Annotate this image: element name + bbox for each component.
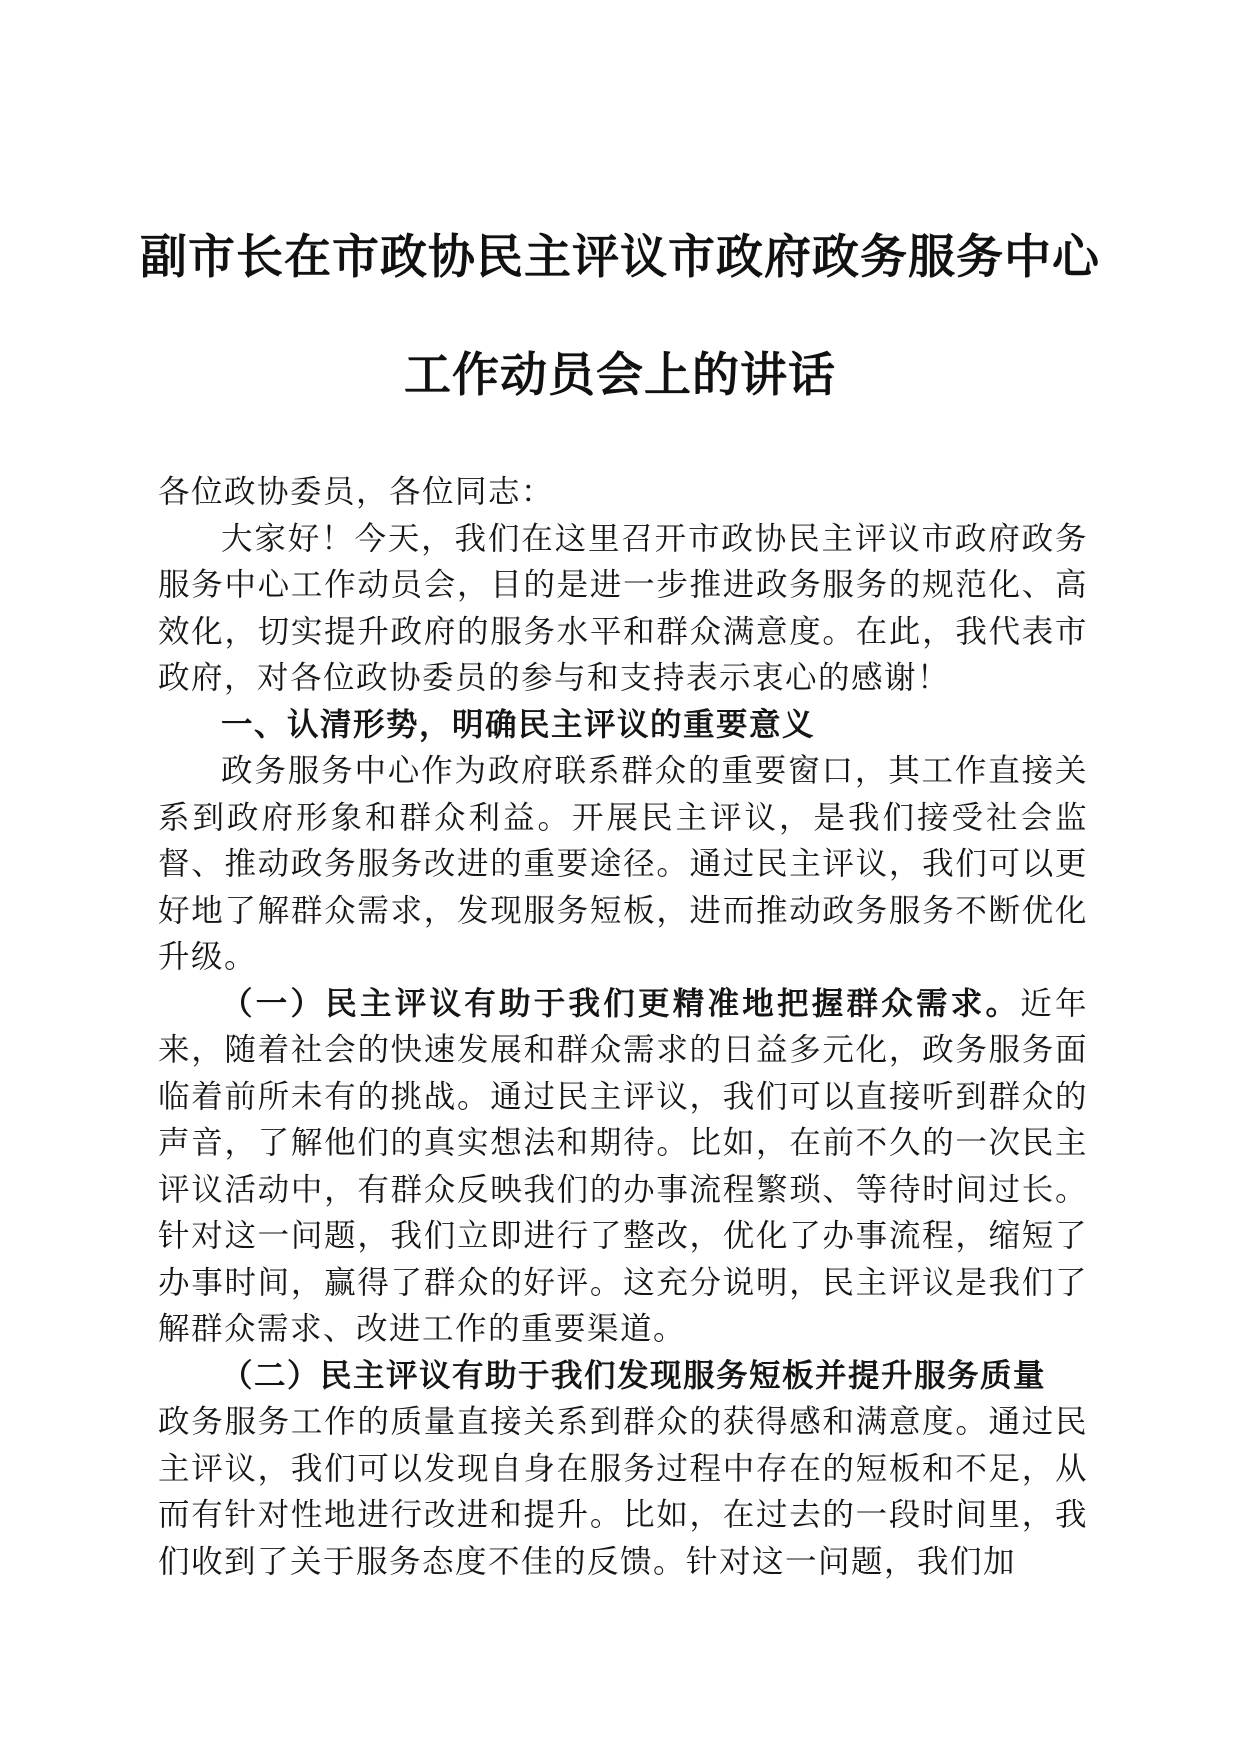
document-title-line-1: 副市长在市政协民主评议市政府政务服务中心	[140, 230, 1100, 285]
document-title-line-2: 工作动员会上的讲话	[404, 348, 836, 403]
point-2-heading-paragraph	[158, 1353, 1088, 1400]
salutation: 各位政协委员，各位同志：	[158, 474, 555, 510]
section-heading-1: 一、认清形势，明确民主评议的重要意义	[221, 706, 816, 743]
point-1-text: 近年来，随着社会的快速发展和群众需求的日益多元化，政务服务面临着前所未有的挑战。通过民主评议，我们可以直接听到群众的声音，了解他们的真实想法和期待。比如，在前不久的一次民主评议活动中，有群众反映我们的办事流程繁琐、等待时间过长。针对这一问题，我们立即进行了整改，优化了办事流程，缩短了办事时间，赢得了群众的好评。这充分说明，民主评议是我们了解群众需求、改进工作的重要渠道。	[158, 985, 1088, 1347]
opening-paragraph: 大家好！今天，我们在这里召开市政协民主评议市政府政务服务中心工作动员会，目的是进一步推进政务服务的规范化、高效化，切实提升政府的服务水平和群众满意度。在此，我代表市政府，对各位政协委员的参与和支持表示衷心的感谢！	[158, 520, 1088, 696]
point-1-heading: （一）民主评议有助于我们更精准地把握群众需求。	[221, 984, 1021, 1022]
point-2-heading: （二）民主评议有助于我们发现服务短板并提升服务质量	[221, 1356, 1047, 1394]
document-body	[158, 469, 1088, 1585]
point-1-paragraph	[158, 981, 1088, 1353]
section-1-paragraph: 政务服务中心作为政府联系群众的重要窗口，其工作直接关系到政府形象和群众利益。开展民主评议，是我们接受社会监督、推动政务服务改进的重要途径。通过民主评议，我们可以更好地了解群众需求，发现服务短板，进而推动政务服务不断优化升级。	[158, 753, 1088, 975]
point-2-paragraph: 政务服务工作的质量直接关系到群众的获得感和满意度。通过民主评议，我们可以发现自身在服务过程中存在的短板和不足，从而有针对性地进行改进和提升。比如，在过去的一段时间里，我们收到了关于服务态度不佳的反馈。针对这一问题，我们加	[158, 1404, 1088, 1580]
